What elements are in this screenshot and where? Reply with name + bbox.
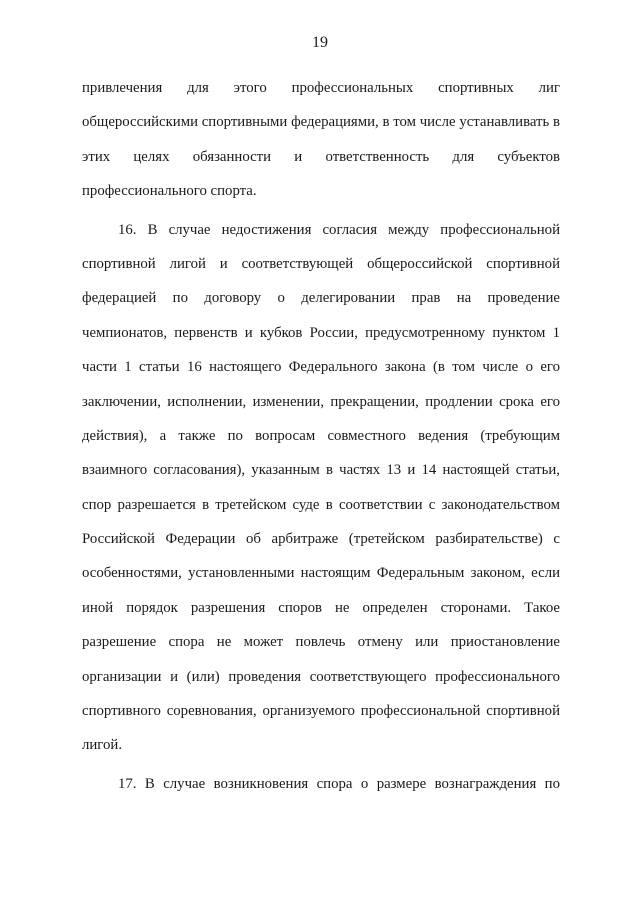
paragraph-17 (82, 767, 560, 801)
text-line: заключении, исполнении, изменении, прекращении, продлении срока его (82, 393, 560, 410)
text-line: взаимного согласования), указанным в частях 13 и 14 настоящей статьи, (82, 462, 560, 479)
text-line: профессионального спорта. (82, 183, 257, 200)
text-line: привлечения для этого профессиональных спортивных лиг (82, 80, 560, 96)
text-line: чемпионатов, первенств и кубков России, предусмотренному пунктом 1 (82, 324, 560, 341)
text-line: Российской Федерации об арбитраже (третейском разбирательстве) с (82, 531, 560, 548)
page-number: 19 (312, 34, 328, 51)
text-line: спор разрешается в третейском суде в соответствии с законодательством (82, 496, 560, 513)
text-line: лигой. (82, 737, 123, 754)
text-line: этих целях обязанности и ответственность для субъектов (82, 148, 560, 165)
paragraph-16 (82, 213, 560, 763)
text-line: общероссийскими спортивными федерациями, в том числе устанавливать в (82, 114, 560, 131)
text-line: иной порядок разрешения споров не определен сторонами. Такое (82, 599, 560, 616)
text-line: спортивного соревнования, организуемого профессиональной спортивной (82, 703, 560, 720)
document-body (82, 71, 560, 801)
text-line: действия), а также по вопросам совместного ведения (требующим (82, 427, 560, 444)
paragraph (82, 71, 560, 209)
text-line: 16. В случае недостижения согласия между профессиональной (118, 221, 560, 238)
text-line: федерацией по договору о делегировании прав на проведение (82, 290, 560, 307)
text-line: спортивной лигой и соответствующей общероссийской спортивной (82, 255, 560, 272)
text-line: части 1 статьи 16 настоящего Федерального закона (в том числе о его (82, 359, 560, 376)
text-line: разрешение спора не может повлечь отмену или приостановление (82, 634, 560, 651)
text-line: особенностями, установленными настоящим Федеральным законом, если (82, 565, 560, 582)
text-line: организации и (или) проведения соответствующего профессионального (82, 668, 560, 685)
text-line: 17. В случае возникновения спора о размере вознаграждения по (118, 775, 560, 792)
